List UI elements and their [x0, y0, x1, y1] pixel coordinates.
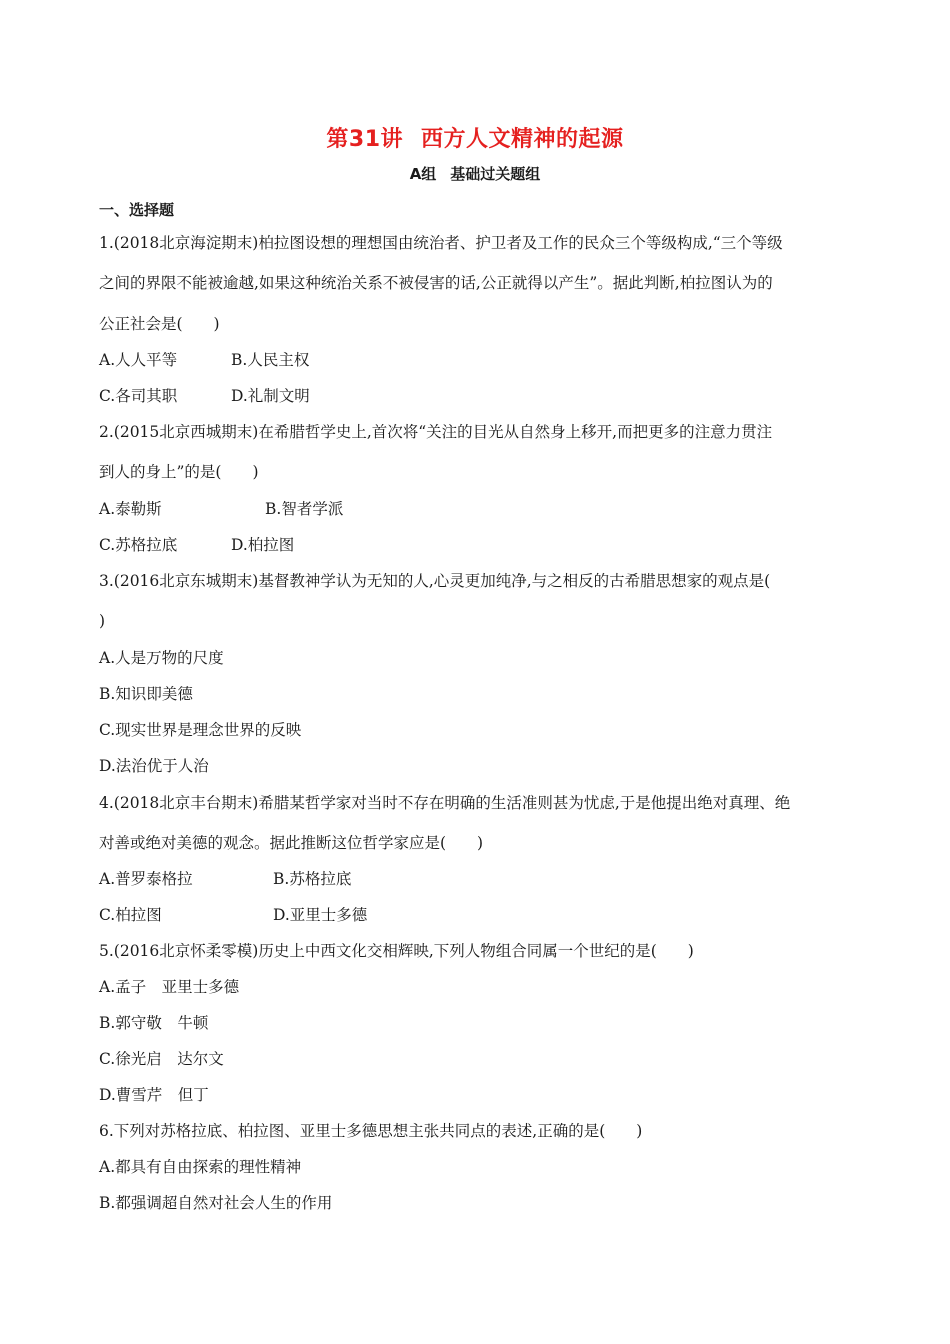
question-3-stem-line-2: ): [99, 612, 106, 630]
question-4-option-a: A.普罗泰格拉: [99, 870, 193, 888]
lecture-number: 第31讲: [326, 127, 404, 152]
question-4-option-d: D.亚里士多德: [273, 906, 368, 924]
question-1-stem-line-3: 公正社会是( ): [99, 315, 220, 333]
question-4-option-c: C.柏拉图: [99, 906, 162, 924]
group-heading: [0, 163, 950, 184]
lecture-topic: 西方人文精神的起源: [421, 127, 624, 152]
question-4-stem-line-1: 4.(2018北京丰台期末)希腊某哲学家对当时不存在明确的生活准则甚为忧虑,于是他提出绝对真理、绝: [99, 794, 791, 812]
question-2-option-d: D.柏拉图: [231, 536, 295, 554]
question-3-option-b: B.知识即美德: [99, 685, 193, 703]
section-heading: 一、选择题: [99, 201, 175, 219]
question-4-option-b: B.苏格拉底: [273, 870, 352, 888]
question-3-option-d: D.法治优于人治: [99, 757, 209, 775]
question-3-option-a: A.人是万物的尺度: [99, 649, 224, 667]
question-2-stem-line-1: 2.(2015北京西城期末)在希腊哲学史上,首次将“关注的目光从自然身上移开,而把更多的注意力贯注: [99, 423, 773, 441]
question-1-option-b: B.人民主权: [231, 351, 310, 369]
question-5-option-d: D.曹雪芹 但丁: [99, 1086, 209, 1104]
question-2-option-c: C.苏格拉底: [99, 536, 178, 554]
question-6-option-a: A.都具有自由探索的理性精神: [99, 1158, 302, 1176]
question-1-stem-line-2: 之间的界限不能被逾越,如果这种统治关系不被侵害的话,公正就得以产生”。据此判断,柏拉图认为的: [99, 274, 773, 292]
question-5-option-c: C.徐光启 达尔文: [99, 1050, 224, 1068]
question-5-option-b: B.郭守敬 牛顿: [99, 1014, 209, 1032]
question-2-option-a: A.泰勒斯: [99, 500, 162, 518]
question-3-option-c: C.现实世界是理念世界的反映: [99, 721, 302, 739]
question-1-option-c: C.各司其职: [99, 387, 178, 405]
question-6-option-b: B.都强调超自然对社会人生的作用: [99, 1194, 333, 1212]
question-5-option-a: A.孟子 亚里士多德: [99, 978, 240, 996]
question-5-stem-line-1: 5.(2016北京怀柔零模)历史上中西文化交相辉映,下列人物组合同属一个世纪的是( ): [99, 942, 694, 960]
question-1-stem-line-1: 1.(2018北京海淀期末)柏拉图设想的理想国由统治者、护卫者及工作的民众三个等级构成,“三个等级: [99, 234, 783, 252]
group-name: 基础过关题组: [450, 165, 541, 183]
group-label: A组: [409, 165, 437, 183]
question-3-stem-line-1: 3.(2016北京东城期末)基督教神学认为无知的人,心灵更加纯净,与之相反的古希腊思想家的观点是(: [99, 572, 771, 590]
question-1-option-d: D.礼制文明: [231, 387, 310, 405]
question-6-stem-line-1: 6.下列对苏格拉底、柏拉图、亚里士多德思想主张共同点的表述,正确的是( ): [99, 1122, 643, 1140]
question-1-option-a: A.人人平等: [99, 351, 178, 369]
page-title: [0, 122, 950, 153]
question-2-stem-line-2: 到人的身上”的是( ): [99, 463, 259, 481]
question-2-option-b: B.智者学派: [265, 500, 344, 518]
question-4-stem-line-2: 对善或绝对美德的观念。据此推断这位哲学家应是( ): [99, 834, 484, 852]
